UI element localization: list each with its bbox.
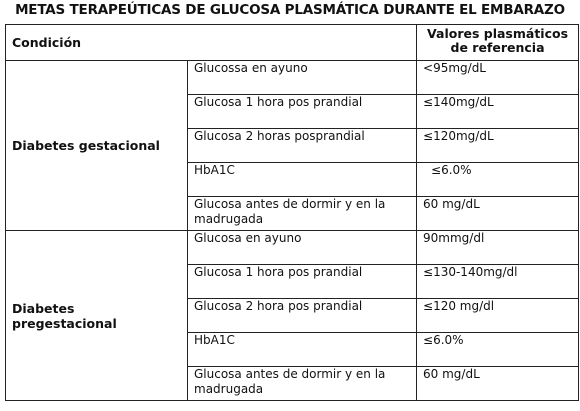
- value-cell: ≤6.0%: [417, 333, 579, 367]
- value-cell: ≤120 mg/dl: [417, 299, 579, 333]
- param-cell: Glucossa en ayuno: [188, 61, 417, 95]
- param-cell: Glucosa 2 horas posprandial: [188, 129, 417, 163]
- value-cell: 90mmg/dl: [417, 231, 579, 265]
- table-row: [6, 61, 579, 95]
- header-reference-values: Valores plasmáticos de referencia: [417, 25, 579, 61]
- table-row: [6, 231, 579, 265]
- value-cell: ≤6.0%: [417, 163, 579, 197]
- value-cell: <95mg/dL: [417, 61, 579, 95]
- group-pregestational: Diabetes pregestacional: [6, 231, 188, 401]
- param-cell: Glucosa antes de dormir y en la madrugada: [188, 197, 417, 231]
- glucose-targets-table: [5, 24, 579, 401]
- param-cell: HbA1C: [188, 163, 417, 197]
- param-cell: Glucosa 2 hora pos prandial: [188, 299, 417, 333]
- param-cell: HbA1C: [188, 333, 417, 367]
- param-cell: Glucosa 1 hora pos prandial: [188, 265, 417, 299]
- value-cell: ≤120mg/dL: [417, 129, 579, 163]
- value-cell: 60 mg/dL: [417, 197, 579, 231]
- value-cell: ≤140mg/dL: [417, 95, 579, 129]
- group-gestational: Diabetes gestacional: [6, 61, 188, 231]
- param-cell: Glucosa antes de dormir y en la madrugada: [188, 367, 417, 401]
- header-condition: Condición: [6, 25, 417, 61]
- value-cell: ≤130-140mg/dl: [417, 265, 579, 299]
- table-title: METAS TERAPEÚTICAS DE GLUCOSA PLASMÁTICA DURANTE EL EMBARAZO: [15, 2, 565, 18]
- param-cell: Glucosa 1 hora pos prandial: [188, 95, 417, 129]
- param-cell: Glucosa en ayuno: [188, 231, 417, 265]
- header-row: [6, 25, 579, 61]
- value-cell: 60 mg/dL: [417, 367, 579, 401]
